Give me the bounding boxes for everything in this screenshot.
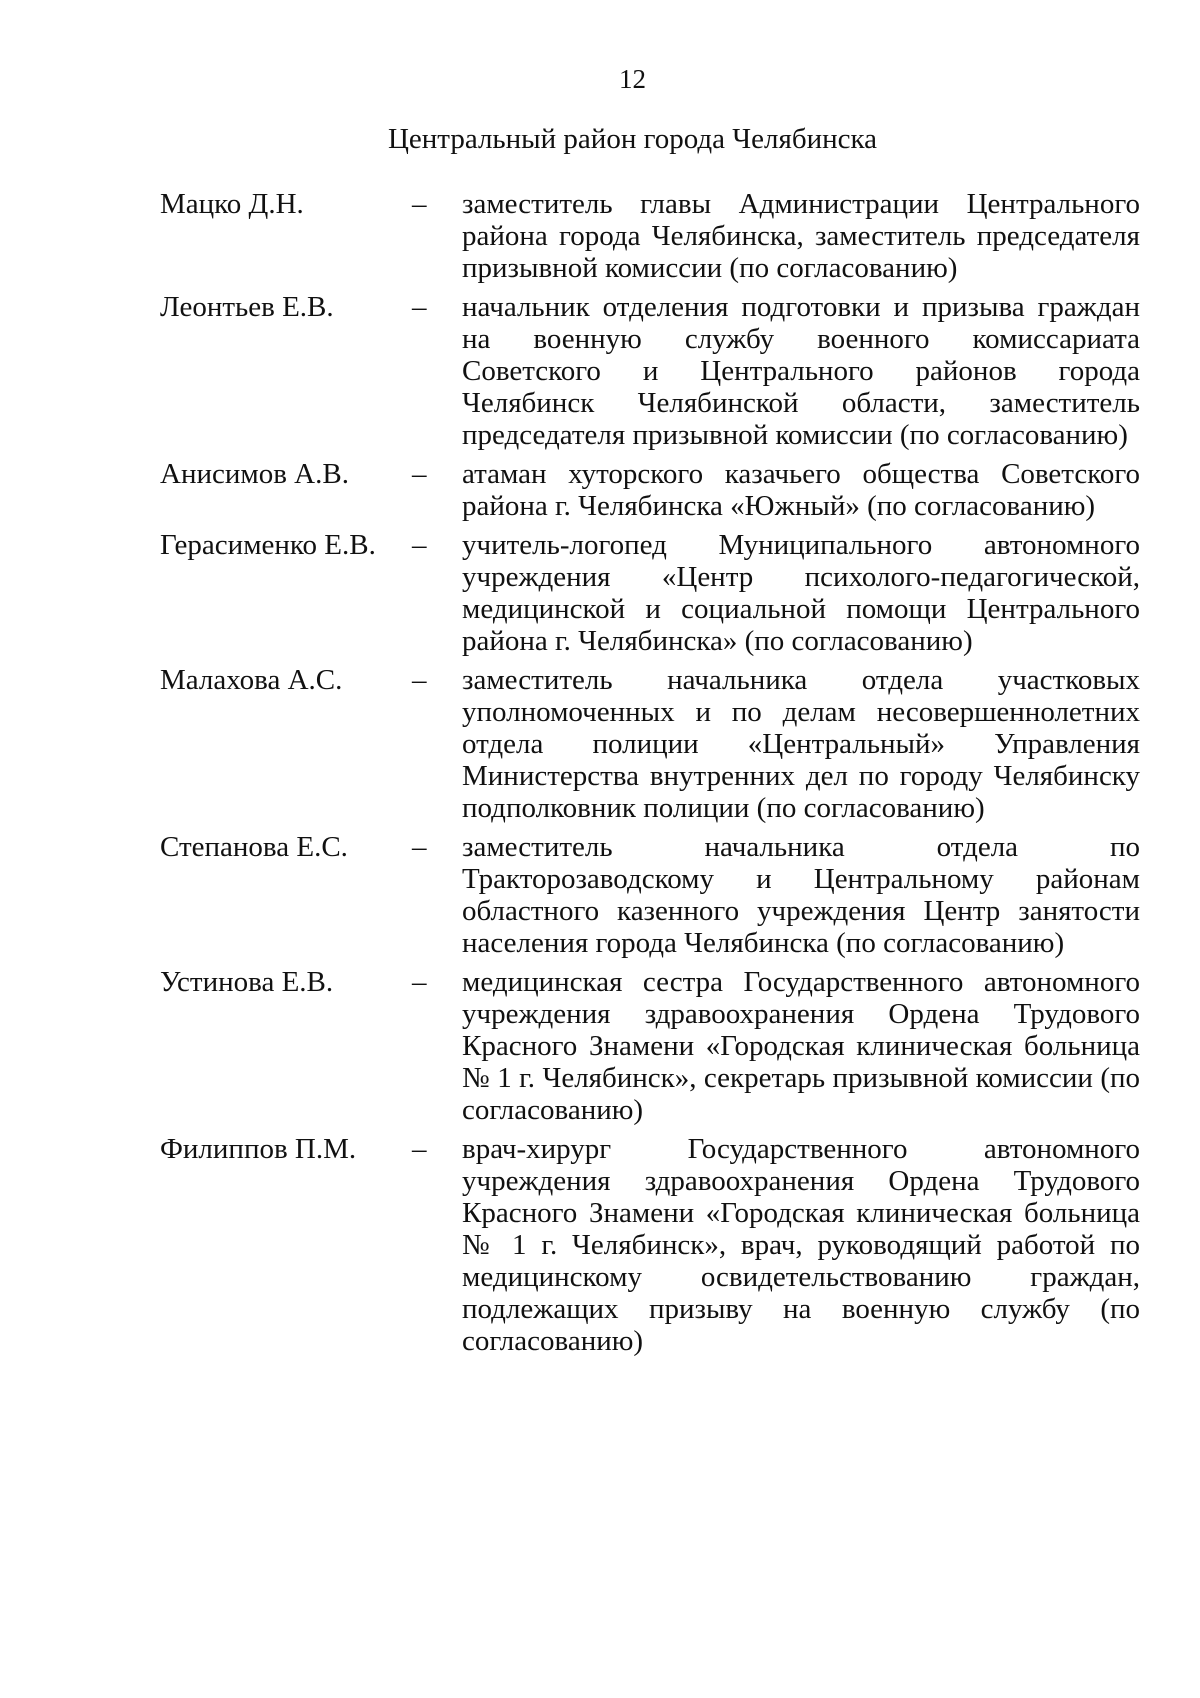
member-row: [160, 831, 1160, 959]
member-name: Степанова Е.С.: [160, 831, 348, 863]
member-list: [160, 188, 1160, 1364]
member-name: Филиппов П.М.: [160, 1133, 357, 1165]
dash-separator: –: [412, 529, 427, 561]
member-name: Герасименко Е.В.: [160, 529, 376, 561]
member-row: [160, 664, 1160, 824]
member-role: заместитель начальника отдела участковых уполномоченных и по делам несовершеннолетних отдела полиции «Центральный» Управления Министерства внутренних дел по городу Челябинску подполковник полиции (по согласованию): [462, 664, 1140, 824]
member-name: Малахова А.С.: [160, 664, 343, 696]
page-number: 12: [619, 64, 646, 94]
member-role: заместитель начальника отдела по Тракторозаводскому и Центральному районам областного казенного учреждения Центр занятости населения города Челябинска (по согласованию): [462, 831, 1140, 959]
member-role: заместитель главы Администрации Центрального района города Челябинска, заместитель председателя призывной комиссии (по согласованию): [462, 188, 1140, 284]
member-role: начальник отделения подготовки и призыва граждан на военную службу военного комиссариата Советского и Центрального районов города Челябинск Челябинской области, заместитель председателя призывной комиссии (по согласованию): [462, 291, 1140, 451]
member-row: [160, 458, 1160, 522]
member-row: [160, 529, 1160, 657]
member-name: Мацко Д.Н.: [160, 188, 304, 220]
dash-separator: –: [412, 664, 427, 696]
dash-separator: –: [412, 188, 427, 220]
member-role: врач-хирург Государственного автономного учреждения здравоохранения Ордена Трудового Красного Знамени «Городская клиническая больница № 1 г. Челябинск», врач, руководящий работой по медицинскому освидетельствованию граждан, подлежащих призыву на военную службу (по согласованию): [462, 1133, 1140, 1357]
member-role: учитель-логопед Муниципального автономного учреждения «Центр психолого-педагогической, медицинской и социальной помощи Центрального района г. Челябинска» (по согласованию): [462, 529, 1140, 657]
member-name: Устинова Е.В.: [160, 966, 334, 998]
dash-separator: –: [412, 291, 427, 323]
member-row: [160, 1133, 1160, 1357]
dash-separator: –: [412, 966, 427, 998]
dash-separator: –: [412, 831, 427, 863]
member-name: Анисимов А.В.: [160, 458, 349, 490]
member-row: [160, 291, 1160, 451]
section-title: Центральный район города Челябинска: [387, 123, 878, 155]
member-name: Леонтьев Е.В.: [160, 291, 334, 323]
member-role: атаман хуторского казачьего общества Советского района г. Челябинска «Южный» (по согласованию): [462, 458, 1140, 522]
member-row: [160, 966, 1160, 1126]
dash-separator: –: [412, 458, 427, 490]
member-row: [160, 188, 1160, 284]
dash-separator: –: [412, 1133, 427, 1165]
member-role: медицинская сестра Государственного автономного учреждения здравоохранения Ордена Трудового Красного Знамени «Городская клиническая больница № 1 г. Челябинск», секретарь призывной комиссии (по согласованию): [462, 966, 1140, 1126]
